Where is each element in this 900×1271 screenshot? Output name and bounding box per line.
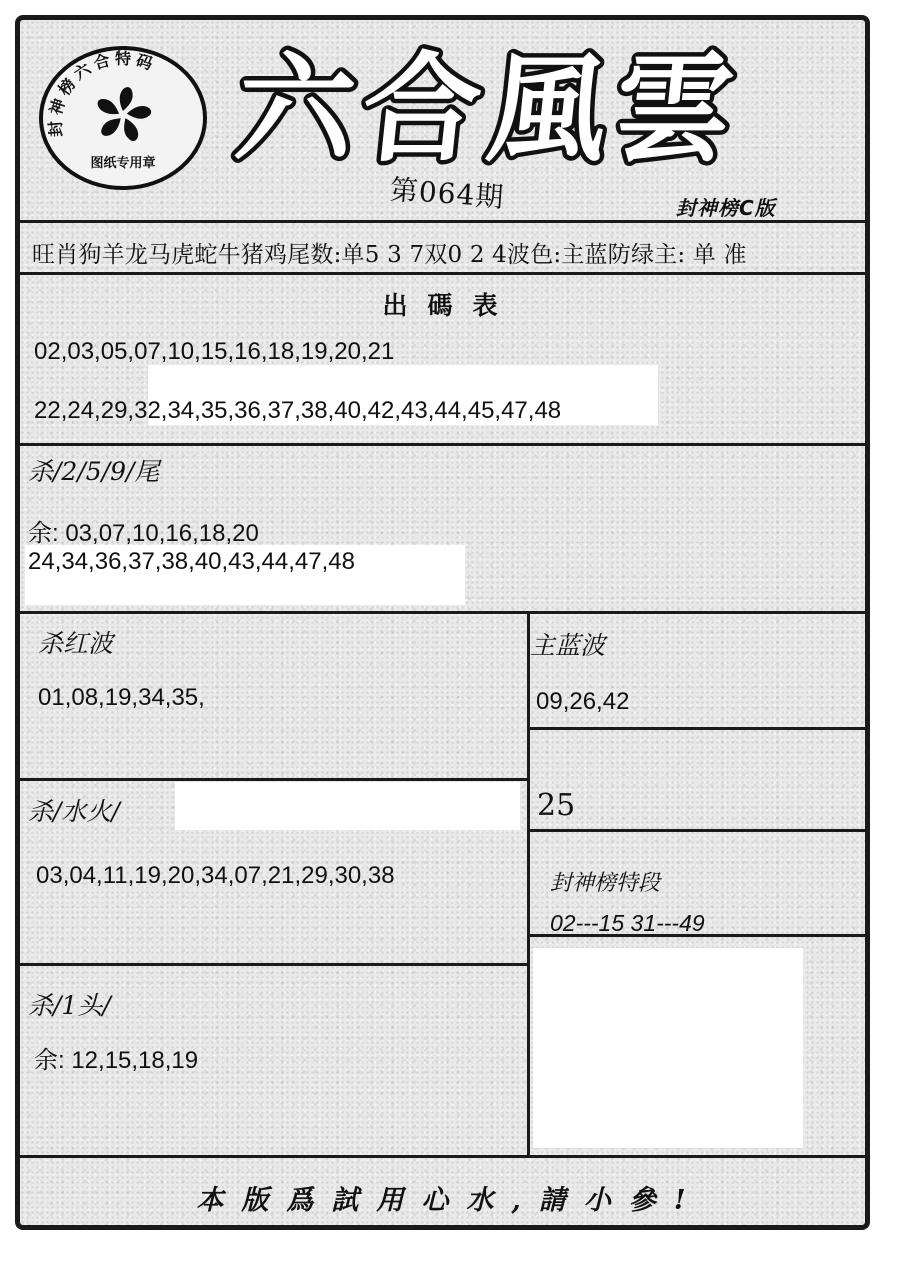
output-table-title: 出碼表 xyxy=(382,291,518,320)
kill-red-values: 01,08,19,34,35, xyxy=(38,684,205,711)
seal-stamp-icon xyxy=(38,45,208,190)
main-blue-values: 09,26,42 xyxy=(536,688,630,715)
kill-water-fire-values: 03,04,11,19,20,34,07,21,29,30,38 xyxy=(36,862,395,889)
divider-table xyxy=(20,443,870,446)
kill-tail-label: 杀/2/5/9/尾 xyxy=(28,457,160,486)
issue-number: 第064期 xyxy=(388,173,506,214)
title-logo xyxy=(188,22,808,192)
footer-note: 本版爲試用心水,請小參! xyxy=(196,1185,704,1216)
divider-vertical xyxy=(527,611,530,1158)
kill-water-fire-label: 杀/水火/ xyxy=(28,797,120,826)
special-segment-label: 封神榜特段 xyxy=(550,871,661,896)
divider-right-2 xyxy=(528,829,870,832)
divider-kill-tail xyxy=(20,611,870,614)
divider-footer xyxy=(20,1155,870,1158)
kill-head-rest: 余: 12,15,18,19 xyxy=(34,1047,199,1074)
main-blue-label: 主蓝波 xyxy=(530,631,606,660)
output-line-1: 02,03,05,07,10,15,16,18,19,20,21 xyxy=(34,338,395,365)
tips-line: 旺肖狗羊龙马虎蛇牛猪鸡尾数:单5 3 7双0 2 4波色:主蓝防绿主: 单 准 xyxy=(32,242,747,268)
output-line-2: 22,24,29,32,34,35,36,37,38,40,42,43,44,45,47,48 xyxy=(34,397,562,424)
divider-tips xyxy=(20,272,870,275)
divider-right-1 xyxy=(528,727,870,730)
kill-tail-rest-1: 余: 03,07,10,16,18,20 xyxy=(28,520,259,547)
special-segment-values: 02---15 31---49 xyxy=(550,910,705,936)
number-25: 25 xyxy=(537,788,576,823)
white-patch xyxy=(533,948,803,1148)
kill-head-label: 杀/1头/ xyxy=(28,991,111,1020)
edition-label: 封神榜C版 xyxy=(676,196,776,220)
divider-left-2 xyxy=(20,963,530,966)
kill-red-label: 杀红波 xyxy=(38,629,114,658)
svg-text:图纸专用章: 图纸专用章 xyxy=(90,156,156,171)
divider-left-1 xyxy=(20,778,530,781)
svg-text:封神榜六合特码: 封神榜六合特码 xyxy=(45,48,159,138)
svg-text:六合風雲: 六合風雲 xyxy=(229,39,749,178)
white-patch xyxy=(175,782,520,830)
kill-tail-rest-2: 24,34,36,37,38,40,43,44,47,48 xyxy=(28,548,355,575)
